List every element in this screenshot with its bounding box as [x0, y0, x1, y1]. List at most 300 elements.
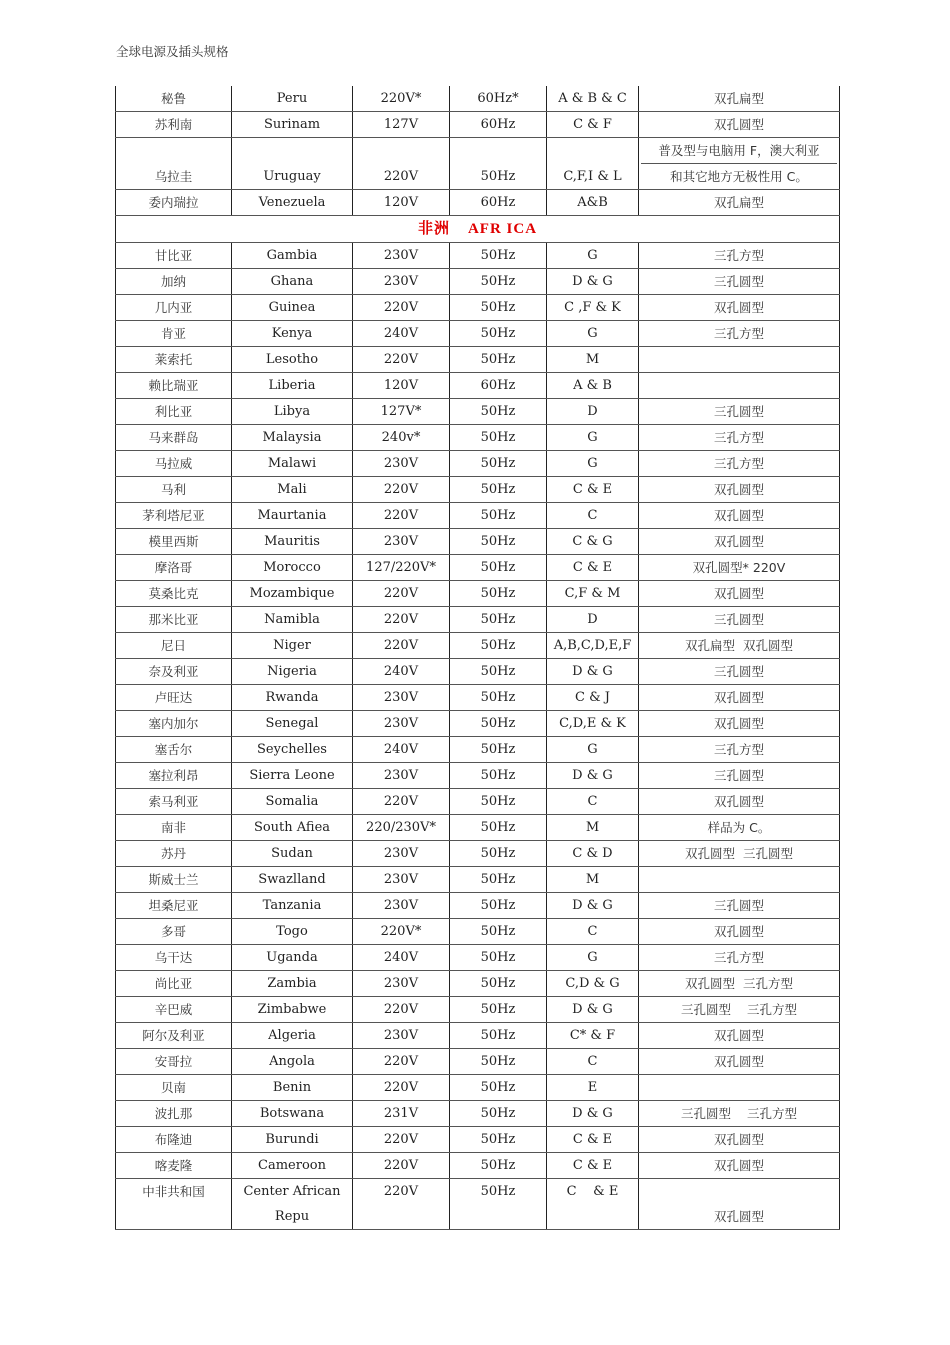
note-cell: 双孔圆型 — [639, 1023, 840, 1049]
table-row — [116, 112, 840, 138]
voltage-cell: 230V — [353, 763, 450, 789]
voltage-cell: 240V — [353, 737, 450, 763]
plug-type-cell: A & B — [547, 373, 639, 399]
plug-type-cell: G — [547, 321, 639, 347]
plug-type-cell: C — [547, 1049, 639, 1075]
country-cn-cell: 马利 — [116, 477, 232, 503]
frequency-cell: 50Hz — [450, 893, 547, 919]
region-header-row — [116, 216, 840, 243]
table-row — [116, 1023, 840, 1049]
table-row — [116, 685, 840, 711]
note-cell: 双孔圆型 — [639, 789, 840, 815]
frequency-cell: 50Hz — [450, 1127, 547, 1153]
plug-type-cell: D & G — [547, 763, 639, 789]
note-line-2: 和其它地方无极性用 C。 — [670, 169, 808, 184]
country-cn-cell: 塞拉利昂 — [116, 763, 232, 789]
plug-type-cell: A&B — [547, 190, 639, 216]
plug-type-cell: C* & F — [547, 1023, 639, 1049]
voltage-cell: 230V — [353, 451, 450, 477]
voltage-cell: 230V — [353, 269, 450, 295]
voltage-cell: 127/220V* — [353, 555, 450, 581]
country-cn-cell: 甘比亚 — [116, 243, 232, 269]
country-en-cell: Sudan — [232, 841, 353, 867]
country-en-cell: Togo — [232, 919, 353, 945]
voltage-cell: 230V — [353, 243, 450, 269]
plug-type-cell: A,B,C,D,E,F — [547, 633, 639, 659]
frequency-cell: 60Hz — [450, 190, 547, 216]
note-cell: 双孔扁型 — [639, 86, 840, 112]
note-cell: 三孔方型 — [639, 425, 840, 451]
note-cell: 双孔圆型 三孔圆型 — [639, 841, 840, 867]
plug-type-cell: C,D,E & K — [547, 711, 639, 737]
plug-type-cell: A & B & C — [547, 86, 639, 112]
note-cell: 双孔圆型 — [639, 112, 840, 138]
note-cell — [639, 1075, 840, 1101]
country-en-cell: Angola — [232, 1049, 353, 1075]
region-header — [116, 216, 840, 243]
note-cell: 三孔方型 — [639, 243, 840, 269]
country-cn-cell: 尚比亚 — [116, 971, 232, 997]
note-cell: 三孔方型 — [639, 737, 840, 763]
note-cell: 双孔圆型* 220V — [639, 555, 840, 581]
table-row — [116, 841, 840, 867]
table-row — [116, 269, 840, 295]
country-cn-cell: 奈及利亚 — [116, 659, 232, 685]
plug-type-cell: D & G — [547, 269, 639, 295]
table-row — [116, 711, 840, 737]
table-body-africa — [116, 243, 840, 1179]
voltage-cell: 220V — [353, 295, 450, 321]
voltage-cell: 220V* — [353, 86, 450, 112]
frequency-cell: 50Hz — [450, 659, 547, 685]
table-row — [116, 321, 840, 347]
country-cn-cell: 加纳 — [116, 269, 232, 295]
country-cn-cell: 莫桑比克 — [116, 581, 232, 607]
note-cell: 三孔圆型 — [639, 269, 840, 295]
country-en-cell: Mozambique — [232, 581, 353, 607]
table-row — [116, 763, 840, 789]
country-cn-cell: 阿尔及利亚 — [116, 1023, 232, 1049]
voltage-cell: 220V — [353, 138, 450, 190]
voltage-cell: 220V — [353, 581, 450, 607]
table-row — [116, 659, 840, 685]
frequency-cell: 50Hz — [450, 997, 547, 1023]
note-cell: 双孔圆型 — [639, 1153, 840, 1179]
frequency-cell: 50Hz — [450, 581, 547, 607]
country-en-cell: Mali — [232, 477, 353, 503]
voltage-cell: 127V — [353, 112, 450, 138]
country-en-line-2: Repu — [274, 1209, 310, 1224]
voltage-cell: 220V — [353, 1127, 450, 1153]
note-cell: 样品为 C。 — [639, 815, 840, 841]
country-en-cell: Niger — [232, 633, 353, 659]
table-row — [116, 971, 840, 997]
country-en-cell: Uganda — [232, 945, 353, 971]
note-cell: 三孔圆型 — [639, 763, 840, 789]
plug-type-cell: D & G — [547, 893, 639, 919]
table-row — [116, 581, 840, 607]
page-header: 全球电源及插头规格 — [116, 44, 229, 59]
voltage-cell: 220V — [353, 1153, 450, 1179]
country-cn-cell: 布隆迪 — [116, 1127, 232, 1153]
country-cn-cell: 几内亚 — [116, 295, 232, 321]
uruguay-section — [116, 138, 840, 243]
frequency-cell: 50Hz — [450, 555, 547, 581]
plug-type-cell: C — [547, 919, 639, 945]
plug-type-cell: C & E — [547, 1153, 639, 1179]
country-en-cell: Burundi — [232, 1127, 353, 1153]
country-en-cell: Swazlland — [232, 867, 353, 893]
plug-type-cell: C & F — [547, 112, 639, 138]
voltage-cell: 127V* — [353, 399, 450, 425]
country-en-cell: Zambia — [232, 971, 353, 997]
plug-type-cell: M — [547, 867, 639, 893]
table-row — [116, 607, 840, 633]
plug-type-cell: C & E — [547, 1179, 639, 1230]
plug-type-cell: G — [547, 243, 639, 269]
plug-type-cell: D — [547, 607, 639, 633]
note-cell: 双孔圆型 — [639, 581, 840, 607]
plug-type-cell: D & G — [547, 997, 639, 1023]
country-en-cell: Zimbabwe — [232, 997, 353, 1023]
country-cn-cell: 辛巴威 — [116, 997, 232, 1023]
country-en-cell: Ghana — [232, 269, 353, 295]
table-row — [116, 1153, 840, 1179]
frequency-cell: 50Hz — [450, 243, 547, 269]
note-cell — [639, 347, 840, 373]
table-row — [116, 997, 840, 1023]
frequency-cell: 50Hz — [450, 1101, 547, 1127]
last-row-section — [116, 1179, 840, 1230]
table-row — [116, 555, 840, 581]
country-cn-cell: 尼日 — [116, 633, 232, 659]
voltage-cell: 220V — [353, 633, 450, 659]
table-row — [116, 1075, 840, 1101]
country-cn-cell: 利比亚 — [116, 399, 232, 425]
frequency-cell: 50Hz — [450, 399, 547, 425]
frequency-cell: 50Hz — [450, 451, 547, 477]
country-en-cell: Algeria — [232, 1023, 353, 1049]
country-en-cell: Tanzania — [232, 893, 353, 919]
frequency-cell: 50Hz — [450, 425, 547, 451]
country-en-cell: Peru — [232, 86, 353, 112]
frequency-cell: 50Hz — [450, 138, 547, 190]
table-row — [116, 295, 840, 321]
table-row — [116, 347, 840, 373]
country-en-cell: Nigeria — [232, 659, 353, 685]
table-row — [116, 373, 840, 399]
country-cn-cell: 委内瑞拉 — [116, 190, 232, 216]
plug-type-cell: C,F,I & L — [547, 138, 639, 190]
voltage-cell: 230V — [353, 867, 450, 893]
frequency-cell: 50Hz — [450, 321, 547, 347]
frequency-cell: 50Hz — [450, 945, 547, 971]
country-cn-cell: 多哥 — [116, 919, 232, 945]
frequency-cell: 50Hz — [450, 763, 547, 789]
note-cell: 双孔圆型 — [639, 1179, 840, 1230]
table-row — [116, 1127, 840, 1153]
voltage-cell: 240V — [353, 659, 450, 685]
plug-type-cell: C,F & M — [547, 581, 639, 607]
voltage-cell: 220V — [353, 347, 450, 373]
plug-type-cell: G — [547, 451, 639, 477]
plug-type-cell: C & G — [547, 529, 639, 555]
note-cell: 双孔圆型 — [639, 711, 840, 737]
country-cn-cell: 坦桑尼亚 — [116, 893, 232, 919]
country-cn-cell: 苏利南 — [116, 112, 232, 138]
frequency-cell: 50Hz — [450, 347, 547, 373]
power-plug-spec-table — [115, 86, 840, 1230]
table-row — [116, 477, 840, 503]
plug-type-cell: C,D & G — [547, 971, 639, 997]
frequency-cell: 50Hz — [450, 971, 547, 997]
plug-type-cell: M — [547, 347, 639, 373]
plug-type-cell: G — [547, 425, 639, 451]
frequency-cell: 50Hz — [450, 867, 547, 893]
table-row-central-african-republic — [116, 1179, 840, 1230]
country-cn-cell: 那米比亚 — [116, 607, 232, 633]
country-en-cell — [232, 1179, 353, 1230]
region-name-cn: 非洲 — [417, 219, 450, 237]
voltage-cell: 230V — [353, 711, 450, 737]
voltage-cell: 220/230V* — [353, 815, 450, 841]
frequency-cell: 50Hz — [450, 1023, 547, 1049]
table-row-uruguay — [116, 138, 840, 190]
country-en-cell: Malawi — [232, 451, 353, 477]
voltage-cell: 220V — [353, 997, 450, 1023]
table-row — [116, 451, 840, 477]
country-en-cell: Venezuela — [232, 190, 353, 216]
country-en-cell: Libya — [232, 399, 353, 425]
country-en-cell: Sierra Leone — [232, 763, 353, 789]
note-cell: 三孔方型 — [639, 451, 840, 477]
voltage-cell: 220V* — [353, 919, 450, 945]
country-cn-cell: 摩洛哥 — [116, 555, 232, 581]
country-en-cell: Surinam — [232, 112, 353, 138]
plug-type-cell: C ,F & K — [547, 295, 639, 321]
country-cn-cell: 秘鲁 — [116, 86, 232, 112]
note-cell: 三孔方型 — [639, 321, 840, 347]
note-cell: 双孔圆型 — [639, 685, 840, 711]
country-cn-cell: 赖比瑞亚 — [116, 373, 232, 399]
frequency-cell: 50Hz — [450, 1179, 547, 1230]
table-row — [116, 815, 840, 841]
frequency-cell: 50Hz — [450, 269, 547, 295]
table-row — [116, 243, 840, 269]
note-cell: 三孔圆型 — [639, 893, 840, 919]
voltage-cell: 220V — [353, 789, 450, 815]
voltage-cell: 230V — [353, 841, 450, 867]
note-cell: 三孔圆型 — [639, 399, 840, 425]
country-en-cell: Liberia — [232, 373, 353, 399]
country-cn-cell: 中非共和国 — [116, 1179, 232, 1230]
country-en-cell: South Afiea — [232, 815, 353, 841]
voltage-cell: 230V — [353, 685, 450, 711]
note-cell: 三孔圆型 — [639, 607, 840, 633]
plug-type-cell: E — [547, 1075, 639, 1101]
country-en-line-1: Center African — [243, 1184, 341, 1199]
frequency-cell: 50Hz — [450, 529, 547, 555]
country-cn-cell: 安哥拉 — [116, 1049, 232, 1075]
note-cell — [639, 138, 840, 190]
table-row-venezuela — [116, 190, 840, 216]
frequency-cell: 50Hz — [450, 633, 547, 659]
plug-type-cell: M — [547, 815, 639, 841]
voltage-cell: 230V — [353, 1023, 450, 1049]
frequency-cell: 50Hz — [450, 477, 547, 503]
country-en-cell: Guinea — [232, 295, 353, 321]
country-cn-cell: 马拉威 — [116, 451, 232, 477]
voltage-cell: 231V — [353, 1101, 450, 1127]
country-cn-cell: 南非 — [116, 815, 232, 841]
table-row — [116, 503, 840, 529]
plug-type-cell: G — [547, 945, 639, 971]
plug-type-cell: C — [547, 789, 639, 815]
voltage-cell: 220V — [353, 503, 450, 529]
country-en-cell: Namibla — [232, 607, 353, 633]
note-cell — [639, 373, 840, 399]
table-row — [116, 945, 840, 971]
frequency-cell: 50Hz — [450, 1075, 547, 1101]
country-cn-cell: 马来群岛 — [116, 425, 232, 451]
frequency-cell: 50Hz — [450, 1153, 547, 1179]
note-cell: 三孔圆型 三孔方型 — [639, 1101, 840, 1127]
note-cell: 三孔圆型 — [639, 659, 840, 685]
frequency-cell: 50Hz — [450, 841, 547, 867]
note-cell: 双孔圆型 — [639, 1127, 840, 1153]
voltage-cell: 120V — [353, 373, 450, 399]
country-cn-cell: 模里西斯 — [116, 529, 232, 555]
country-en-cell: Gambia — [232, 243, 353, 269]
frequency-cell: 60Hz — [450, 373, 547, 399]
frequency-cell: 60Hz — [450, 112, 547, 138]
frequency-cell: 50Hz — [450, 737, 547, 763]
country-cn-cell: 塞舌尔 — [116, 737, 232, 763]
table-row — [116, 399, 840, 425]
table-row — [116, 893, 840, 919]
country-cn-cell: 卢旺达 — [116, 685, 232, 711]
country-cn-cell: 茅利塔尼亚 — [116, 503, 232, 529]
voltage-cell: 220V — [353, 1179, 450, 1230]
table-row — [116, 633, 840, 659]
country-en-cell: Senegal — [232, 711, 353, 737]
plug-type-cell: C & E — [547, 1127, 639, 1153]
table-row — [116, 529, 840, 555]
country-cn-cell: 贝南 — [116, 1075, 232, 1101]
frequency-cell: 50Hz — [450, 711, 547, 737]
country-en-cell: Kenya — [232, 321, 353, 347]
note-cell: 双孔圆型 — [639, 477, 840, 503]
plug-type-cell: C & E — [547, 555, 639, 581]
country-cn-cell: 索马利亚 — [116, 789, 232, 815]
country-cn-cell: 莱索托 — [116, 347, 232, 373]
voltage-cell: 220V — [353, 607, 450, 633]
country-en-cell: Maurtania — [232, 503, 353, 529]
note-cell: 双孔圆型 — [639, 295, 840, 321]
plug-type-cell: C & J — [547, 685, 639, 711]
country-cn-cell: 乌干达 — [116, 945, 232, 971]
note-cell: 双孔扁型 双孔圆型 — [639, 633, 840, 659]
voltage-cell: 120V — [353, 190, 450, 216]
table-row — [116, 867, 840, 893]
note-cell: 双孔圆型 三孔方型 — [639, 971, 840, 997]
voltage-cell: 230V — [353, 893, 450, 919]
country-en-cell: Lesotho — [232, 347, 353, 373]
frequency-cell: 50Hz — [450, 295, 547, 321]
table-row — [116, 789, 840, 815]
plug-type-cell: G — [547, 737, 639, 763]
table-row — [116, 86, 840, 112]
country-en-cell: Malaysia — [232, 425, 353, 451]
country-en-cell: Cameroon — [232, 1153, 353, 1179]
frequency-cell: 50Hz — [450, 919, 547, 945]
voltage-cell: 240v* — [353, 425, 450, 451]
note-cell: 双孔扁型 — [639, 190, 840, 216]
country-cn-cell: 喀麦隆 — [116, 1153, 232, 1179]
note-cell: 双孔圆型 — [639, 919, 840, 945]
country-en-cell: Uruguay — [232, 138, 353, 190]
frequency-cell: 50Hz — [450, 685, 547, 711]
plug-type-cell: D & G — [547, 659, 639, 685]
table-row — [116, 737, 840, 763]
country-cn-cell: 乌拉圭 — [116, 138, 232, 190]
country-cn-cell: 波扎那 — [116, 1101, 232, 1127]
frequency-cell: 50Hz — [450, 607, 547, 633]
plug-type-cell: C & E — [547, 477, 639, 503]
table-row — [116, 425, 840, 451]
note-cell: 双孔圆型 — [639, 503, 840, 529]
country-cn-cell: 肯亚 — [116, 321, 232, 347]
voltage-cell: 230V — [353, 971, 450, 997]
note-line-1: 普及型与电脑用 F，澳大利亚 — [641, 138, 837, 164]
country-cn-cell: 塞内加尔 — [116, 711, 232, 737]
note-cell — [639, 867, 840, 893]
country-en-cell: Morocco — [232, 555, 353, 581]
voltage-cell: 230V — [353, 529, 450, 555]
note-cell: 双孔圆型 — [639, 1049, 840, 1075]
voltage-cell: 220V — [353, 477, 450, 503]
frequency-cell: 50Hz — [450, 1049, 547, 1075]
frequency-cell: 50Hz — [450, 815, 547, 841]
country-en-cell: Seychelles — [232, 737, 353, 763]
note-cell: 双孔圆型 — [639, 529, 840, 555]
voltage-cell: 240V — [353, 945, 450, 971]
note-cell: 三孔圆型 三孔方型 — [639, 997, 840, 1023]
table-row — [116, 1049, 840, 1075]
frequency-cell: 50Hz — [450, 503, 547, 529]
table-body-top — [116, 86, 840, 138]
country-cn-cell: 苏丹 — [116, 841, 232, 867]
voltage-cell: 220V — [353, 1075, 450, 1101]
plug-type-cell: D — [547, 399, 639, 425]
country-cn-cell: 斯威士兰 — [116, 867, 232, 893]
plug-type-cell: C & D — [547, 841, 639, 867]
country-en-cell: Botswana — [232, 1101, 353, 1127]
voltage-cell: 220V — [353, 1049, 450, 1075]
table-row — [116, 1101, 840, 1127]
country-en-cell: Benin — [232, 1075, 353, 1101]
note-cell: 三孔方型 — [639, 945, 840, 971]
region-name-en: AFR ICA — [467, 221, 538, 237]
table-row — [116, 919, 840, 945]
country-en-cell: Rwanda — [232, 685, 353, 711]
country-en-cell: Mauritis — [232, 529, 353, 555]
frequency-cell: 60Hz* — [450, 86, 547, 112]
frequency-cell: 50Hz — [450, 789, 547, 815]
voltage-cell: 240V — [353, 321, 450, 347]
plug-type-cell: C — [547, 503, 639, 529]
country-en-cell: Somalia — [232, 789, 353, 815]
